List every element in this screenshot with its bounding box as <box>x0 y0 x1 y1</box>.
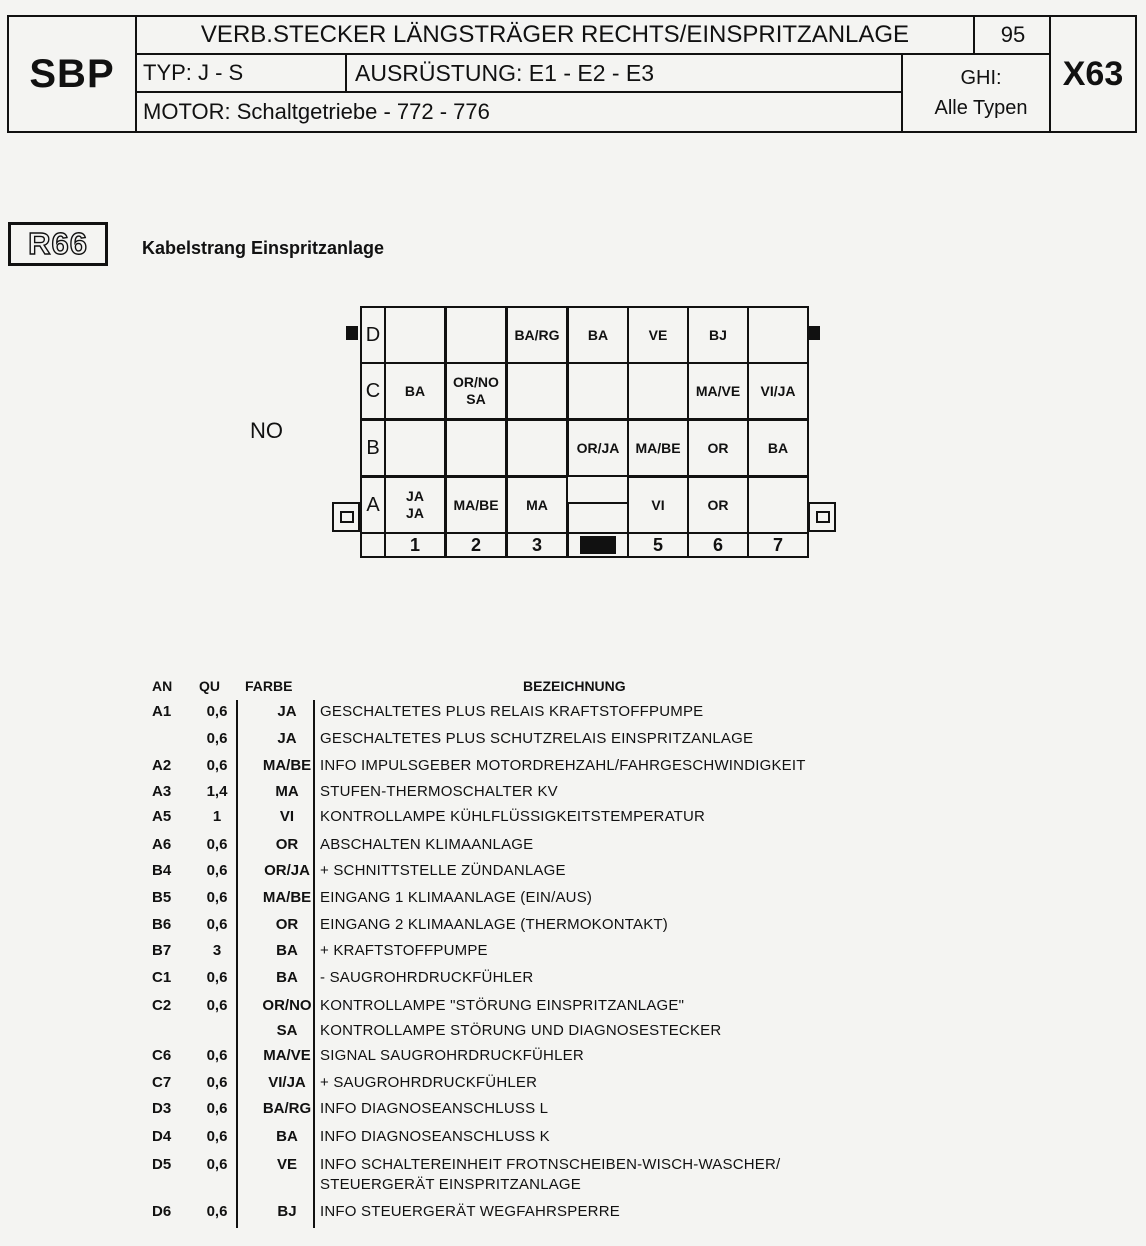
wire-color: MA <box>275 783 299 800</box>
pin-id: B7 <box>152 942 172 959</box>
pin-cell <box>384 306 446 364</box>
column-number <box>567 532 629 558</box>
wire-color: MA/VE <box>263 1047 311 1064</box>
wire-color: OR/JA <box>264 862 310 879</box>
designation: INFO DIAGNOSEANSCHLUSS K <box>320 1128 550 1145</box>
col-header-an: AN <box>152 678 173 694</box>
designation: STUFEN-THERMOSCHALTER KV <box>320 783 558 800</box>
column-number: 7 <box>747 532 809 558</box>
pin-id: D5 <box>152 1156 172 1173</box>
table-row <box>152 969 932 995</box>
pin-id: A2 <box>152 757 172 774</box>
pin-cell <box>627 362 689 420</box>
col-header-qu: QU <box>199 678 220 694</box>
wire-gauge: 0,6 <box>206 862 228 879</box>
pin-id: A1 <box>152 703 172 720</box>
ghi-label: GHI: <box>960 67 1002 89</box>
row-label: A <box>360 476 386 534</box>
column-number-row <box>360 532 386 558</box>
connector-code: X63 <box>1049 17 1135 131</box>
motor-field: MOTOR: Schaltgetriebe - 772 - 776 <box>137 93 903 131</box>
pin-cell: MA/BE <box>627 419 689 477</box>
pin-id: B4 <box>152 862 172 879</box>
designation: GESCHALTETES PLUS RELAIS KRAFTSTOFFPUMPE <box>320 703 704 720</box>
pin-id: A3 <box>152 783 172 800</box>
table-row <box>152 942 932 968</box>
wire-color: JA <box>277 730 297 747</box>
designation: ABSCHALTEN KLIMAANLAGE <box>320 836 534 853</box>
designation: KONTROLLAMPE KÜHLFLÜSSIGKEITSTEMPERATUR <box>320 808 706 825</box>
pin-cell: BA/RG <box>506 306 568 364</box>
left-latch <box>332 502 360 532</box>
designation: EINGANG 2 KLIMAANLAGE (THERMOKONTAKT) <box>320 916 669 933</box>
wire-gauge: 0,6 <box>206 757 228 774</box>
wire-gauge: 0,6 <box>206 703 228 720</box>
pin-cell <box>747 306 809 364</box>
wire-color: MA/BE <box>262 757 312 774</box>
wire-gauge: 0,6 <box>206 969 228 986</box>
pin-cell: MA/BE <box>445 476 507 534</box>
wire-color: OR/NO <box>262 997 312 1014</box>
pin-cell: OR <box>687 476 749 534</box>
table-row <box>152 783 932 809</box>
pin-cell: MA/VE <box>687 362 749 420</box>
pin-id: C7 <box>152 1074 172 1091</box>
table-row <box>152 997 932 1023</box>
designation: KONTROLLAMPE "STÖRUNG EINSPRITZANLAGE" <box>320 997 685 1014</box>
wire-gauge: 0,6 <box>206 1128 228 1145</box>
table-row <box>152 1074 932 1100</box>
pin-cell: OR/JA <box>567 419 629 477</box>
pin-id: A5 <box>152 808 172 825</box>
wire-color: OR <box>275 836 299 853</box>
pin-cell <box>445 419 507 477</box>
pin-id: D3 <box>152 1100 172 1117</box>
pin-id: C6 <box>152 1047 172 1064</box>
pin-cell: JA JA <box>384 476 446 534</box>
page-number: 95 <box>975 17 1051 55</box>
designation: INFO IMPULSGEBER MOTORDREHZAHL/FAHRGESCHWINDIGKEIT <box>320 757 806 774</box>
connector-color-label: NO <box>250 418 283 443</box>
row-label: D <box>360 306 386 364</box>
column-number: 2 <box>445 532 507 558</box>
pin-id: D4 <box>152 1128 172 1145</box>
right-latch <box>808 502 836 532</box>
wire-color: BA/RG <box>262 1100 312 1117</box>
wire-color: BA <box>276 969 298 986</box>
wire-color: MA/BE <box>262 889 312 906</box>
right-locking-tab <box>808 326 820 340</box>
r66-badge: R66 <box>8 222 108 266</box>
wire-gauge: 3 <box>212 942 222 959</box>
table-row <box>152 1156 932 1193</box>
connector-diagram <box>360 306 808 558</box>
pin-cell <box>384 419 446 477</box>
column-number: 5 <box>627 532 689 558</box>
pin-cell <box>506 419 568 477</box>
header-block <box>7 15 1137 133</box>
designation: EINGANG 1 KLIMAANLAGE (EIN/AUS) <box>320 889 593 906</box>
designation: INFO DIAGNOSEANSCHLUSS L <box>320 1100 549 1117</box>
pin-cell: BA <box>747 419 809 477</box>
typ-field: TYP: J - S <box>137 55 347 93</box>
sbp-logo: SBP <box>9 17 137 131</box>
pin-cell: VE <box>627 306 689 364</box>
table-row <box>152 808 932 834</box>
wire-gauge: 0,6 <box>206 1203 228 1220</box>
table-row <box>152 1047 932 1073</box>
wire-color: BA <box>276 1128 298 1145</box>
wire-color: VI <box>279 808 295 825</box>
pin-cell <box>506 362 568 420</box>
designation: SIGNAL SAUGROHRDRUCKFÜHLER <box>320 1047 584 1064</box>
wire-gauge: 0,6 <box>206 730 228 747</box>
wire-gauge: 0,6 <box>206 1156 228 1173</box>
designation-continued: STEUERGERÄT EINSPRITZANLAGE <box>320 1176 582 1193</box>
pin-cell <box>445 306 507 364</box>
pin-cell <box>567 362 629 420</box>
pin-cell: BA <box>567 306 629 364</box>
keying-block <box>580 536 616 554</box>
ausruestung-field: AUSRÜSTUNG: E1 - E2 - E3 <box>347 55 903 93</box>
left-locking-tab <box>346 326 358 340</box>
wire-color: BJ <box>277 1203 297 1220</box>
pin-cell: MA <box>506 476 568 534</box>
designation: + KRAFTSTOFFPUMPE <box>320 942 488 959</box>
wire-color: BA <box>276 942 298 959</box>
table-row <box>152 1203 932 1229</box>
col-header-bezeichnung: BEZEICHNUNG <box>523 678 626 694</box>
wire-color: VE <box>276 1156 297 1173</box>
table-row <box>152 1100 932 1126</box>
table-row <box>152 1022 932 1048</box>
designation: KONTROLLAMPE STÖRUNG UND DIAGNOSESTECKER <box>320 1022 722 1039</box>
table-row <box>152 757 932 783</box>
wire-color: OR <box>275 916 299 933</box>
designation: GESCHALTETES PLUS SCHUTZRELAIS EINSPRITZANLAGE <box>320 730 754 747</box>
wire-gauge: 1 <box>212 808 222 825</box>
page-title: VERB.STECKER LÄNGSTRÄGER RECHTS/EINSPRITZANLAGE <box>137 17 975 55</box>
table-row <box>152 862 932 888</box>
table-row <box>152 916 932 942</box>
wire-color: JA <box>277 703 297 720</box>
designation: + SCHNITTSTELLE ZÜNDANLAGE <box>320 862 566 879</box>
section-title: Kabelstrang Einspritzanlage <box>142 238 385 258</box>
pin-cell: BJ <box>687 306 749 364</box>
pin-id: B5 <box>152 889 172 906</box>
wire-gauge: 0,6 <box>206 997 228 1014</box>
table-row <box>152 1128 932 1154</box>
wire-gauge: 0,6 <box>206 916 228 933</box>
wire-gauge: 0,6 <box>206 1074 228 1091</box>
pin-id: C1 <box>152 969 172 986</box>
wire-gauge: 0,6 <box>206 836 228 853</box>
column-number: 1 <box>384 532 446 558</box>
wire-gauge: 0,6 <box>206 1100 228 1117</box>
column-number: 3 <box>506 532 568 558</box>
col-header-farbe: FARBE <box>245 678 293 694</box>
pin-cell: OR <box>687 419 749 477</box>
wire-gauge: 0,6 <box>206 889 228 906</box>
row-label: C <box>360 362 386 420</box>
pin-cell: VI <box>627 476 689 534</box>
wire-gauge: 0,6 <box>206 1047 228 1064</box>
table-row <box>152 703 932 729</box>
row-label: B <box>360 419 386 477</box>
pin-cell: BA <box>384 362 446 420</box>
pin-id: D6 <box>152 1203 172 1220</box>
pin-id: A6 <box>152 836 172 853</box>
pin-cell: VI/JA <box>747 362 809 420</box>
ghi-value: Alle Typen <box>934 97 1028 119</box>
pin-id: C2 <box>152 997 172 1014</box>
designation: INFO SCHALTEREINHEIT FROTNSCHEIBEN-WISCH-WASCHER/ <box>320 1156 781 1173</box>
wire-color: SA <box>276 1022 298 1039</box>
ghi-field <box>903 55 1051 131</box>
pin-cell: OR/NO SA <box>445 362 507 420</box>
pin-cell <box>747 476 809 534</box>
designation: INFO STEUERGERÄT WEGFAHRSPERRE <box>320 1203 620 1220</box>
table-row <box>152 836 932 862</box>
designation: + SAUGROHRDRUCKFÜHLER <box>320 1074 538 1091</box>
wire-gauge: 1,4 <box>206 783 228 800</box>
wire-color: VI/JA <box>268 1074 306 1091</box>
table-row <box>152 730 932 756</box>
table-row <box>152 889 932 915</box>
column-number: 6 <box>687 532 749 558</box>
pin-id: B6 <box>152 916 172 933</box>
designation: - SAUGROHRDRUCKFÜHLER <box>320 969 534 986</box>
